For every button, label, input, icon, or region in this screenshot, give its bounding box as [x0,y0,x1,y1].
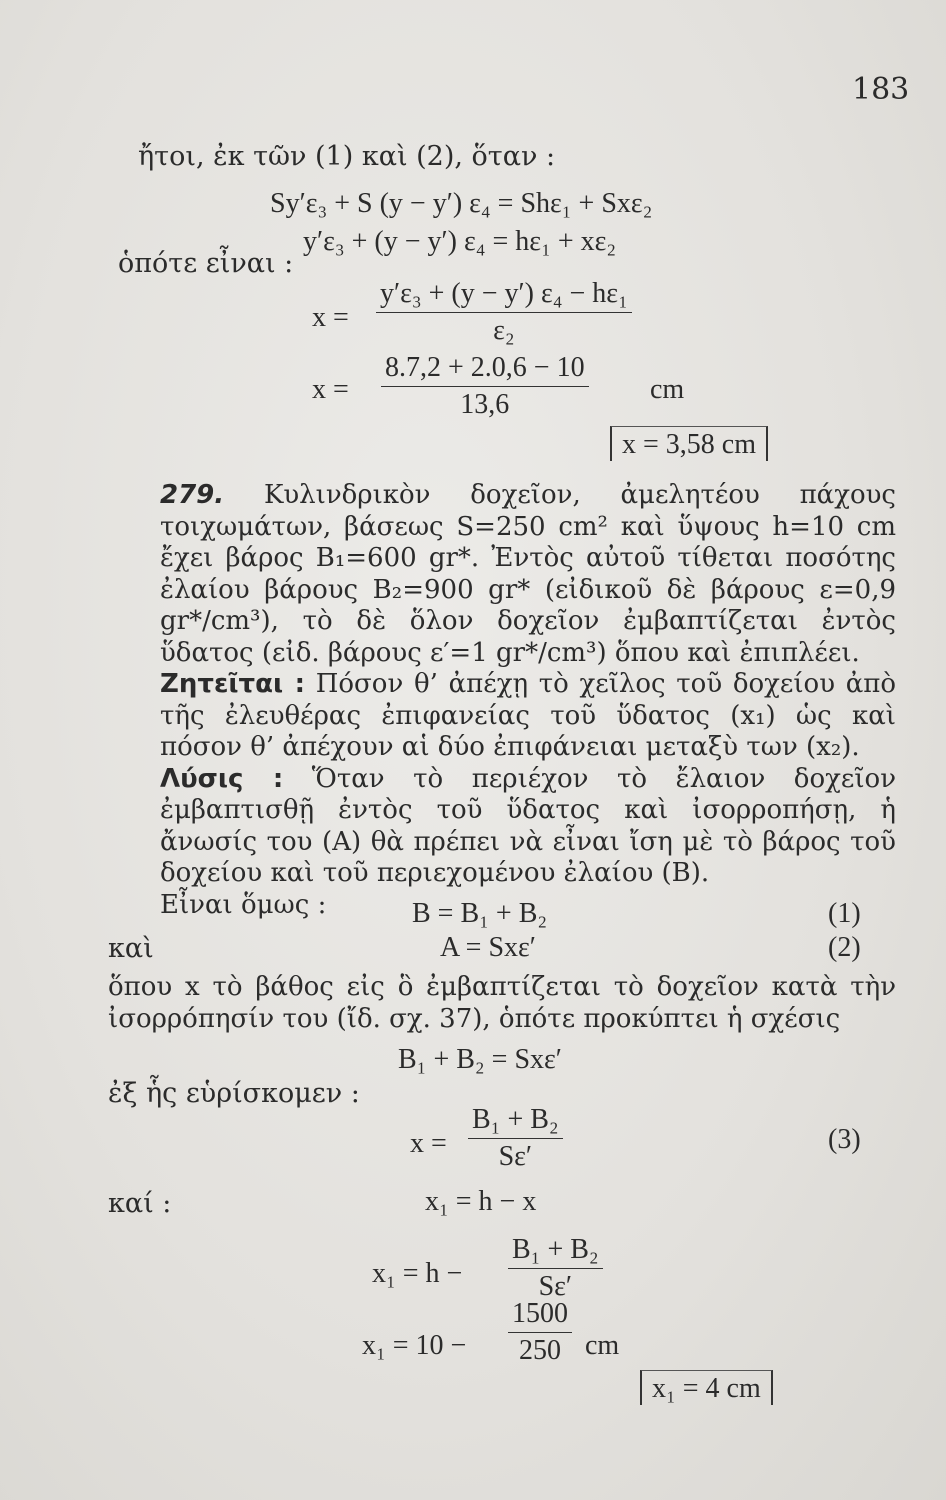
fraction-4-numerator: B₁ + B₂ [508,1234,603,1269]
fraction-5-numerator: 1500 [508,1298,572,1333]
page-number: 183 [852,72,910,107]
kai-text-2: καί : [108,1188,172,1219]
lysis-text: Ὅταν τὸ περιέχον τὸ ἔλαιον δοχεῖον ἐμβαπτισθῇ ἐντὸς τοῦ ὕδατος καὶ ἰσορροπήσῃ, ἡ ἄνωσίς του (A) θὰ πρέπει νὰ εἶναι ἴση μὲ τὸ βάρος τοῦ δοχείου καὶ τοῦ περιεχομένου ἐλαίου (B). [160,763,896,888]
fraction-1 [376,278,632,347]
fraction-5 [508,1298,572,1367]
opou-text: ὅπου x τὸ βάθος εἰς ὃ ἐμβαπτίζεται τὸ δοχεῖον κατὰ τὴν ἰσορρόπησίν του (ἴδ. σχ. 37), ὁπότε προκύπτει ἡ σχέσις [108,972,896,1034]
lysis-label: Λύσις : [160,763,284,794]
fraction-1-denominator: ε₂ [493,315,515,346]
zitei-label: Ζητεῖται : [160,669,306,699]
fraction-5-unit: cm [585,1330,620,1361]
kai-text-1: καὶ [108,933,154,964]
result-box-x: x = 3,58 cm [610,426,768,461]
fraction-3-numerator: B₁ + B₂ [468,1104,563,1139]
x-equals-2: x = [312,374,349,405]
fraction-2-numerator: 8.7,2 + 2.0,6 − 10 [381,352,589,387]
equation-number-1: (1) [828,898,861,929]
opou-paragraph [108,972,896,1035]
fraction-2-denominator: 13,6 [460,389,510,420]
equation-number-2: (2) [828,932,861,963]
equation-x1: x₁ = h − x [425,1186,537,1217]
problem-paragraph [108,480,896,921]
x-equals-1: x = [312,302,349,333]
equation-B: B = B₁ + B₂ [412,898,548,929]
zitei-text: Πόσον θ’ ἀπέχῃ τὸ χεῖλος τοῦ δοχείου ἀπὸ τῆς ἐλευθέρας ἐπιφανείας τοῦ ὕδατος (x₁) ὡς καὶ πόσον θ’ ἀπέχουν αἱ δύο ἐπιφάνειαι μεταξὺ των (x₂). [160,669,897,762]
equation-balance: B₁ + B₂ = Sxε′ [398,1044,562,1075]
einai-text: Εἶναι ὅμως : [160,889,327,920]
fraction-3 [468,1104,563,1173]
equation-number-3: (3) [828,1124,861,1155]
intro-line: ἤτοι, ἐκ τῶν (1) καὶ (2), ὅταν : [138,141,556,172]
equation-A: A = Sxε′ [440,932,536,963]
x1-equals-10: x₁ = 10 − [362,1330,467,1361]
ex-is-text: ἐξ ἧς εὑρίσκομεν : [108,1078,360,1109]
x-equals-3: x = [410,1128,447,1159]
result-box-x1: x₁ = 4 cm [640,1370,773,1405]
fraction-5-denominator: 250 [519,1335,561,1366]
equation-line-1: Sy′ε₃ + S (y − y′) ε₄ = Shε₁ + Sxε₂ [270,188,653,219]
fraction-1-numerator: y′ε₃ + (y − y′) ε₄ − hε₁ [376,278,632,313]
fraction-2 [381,352,589,421]
equation-line-2: y′ε₃ + (y − y′) ε₄ = hε₁ + xε₂ [303,226,617,257]
problem-text: Κυλινδρικὸν δοχεῖον, ἀμελητέου πάχους τοιχωμάτων, βάσεως S=250 cm² καὶ ὕψους h=10 cm ἔχει βάρος B₁=600 gr*. Ἐντὸς αὐτοῦ τίθεται ποσότης ἐλαίου βάρους B₂=900 gr* (εἰδικοῦ δὲ βάρους ε=0,9 gr*/cm³), τὸ δὲ ὅλον δοχεῖον ἐμβαπτίζεται ἐντὸς ὕδατος (εἰδ. βάρους ε′=1 gr*/cm³) ὅπου καὶ ἐπιπλέει. [160,480,896,668]
fraction-2-unit: cm [650,374,685,405]
fraction-4 [508,1234,603,1303]
fraction-4-denominator: Sε′ [538,1271,573,1302]
fraction-3-denominator: Sε′ [498,1141,533,1172]
problem-number: 279. [160,480,225,510]
opote-text: ὁπότε εἶναι : [118,248,294,279]
x1-equals-h: x₁ = h − [372,1258,463,1289]
